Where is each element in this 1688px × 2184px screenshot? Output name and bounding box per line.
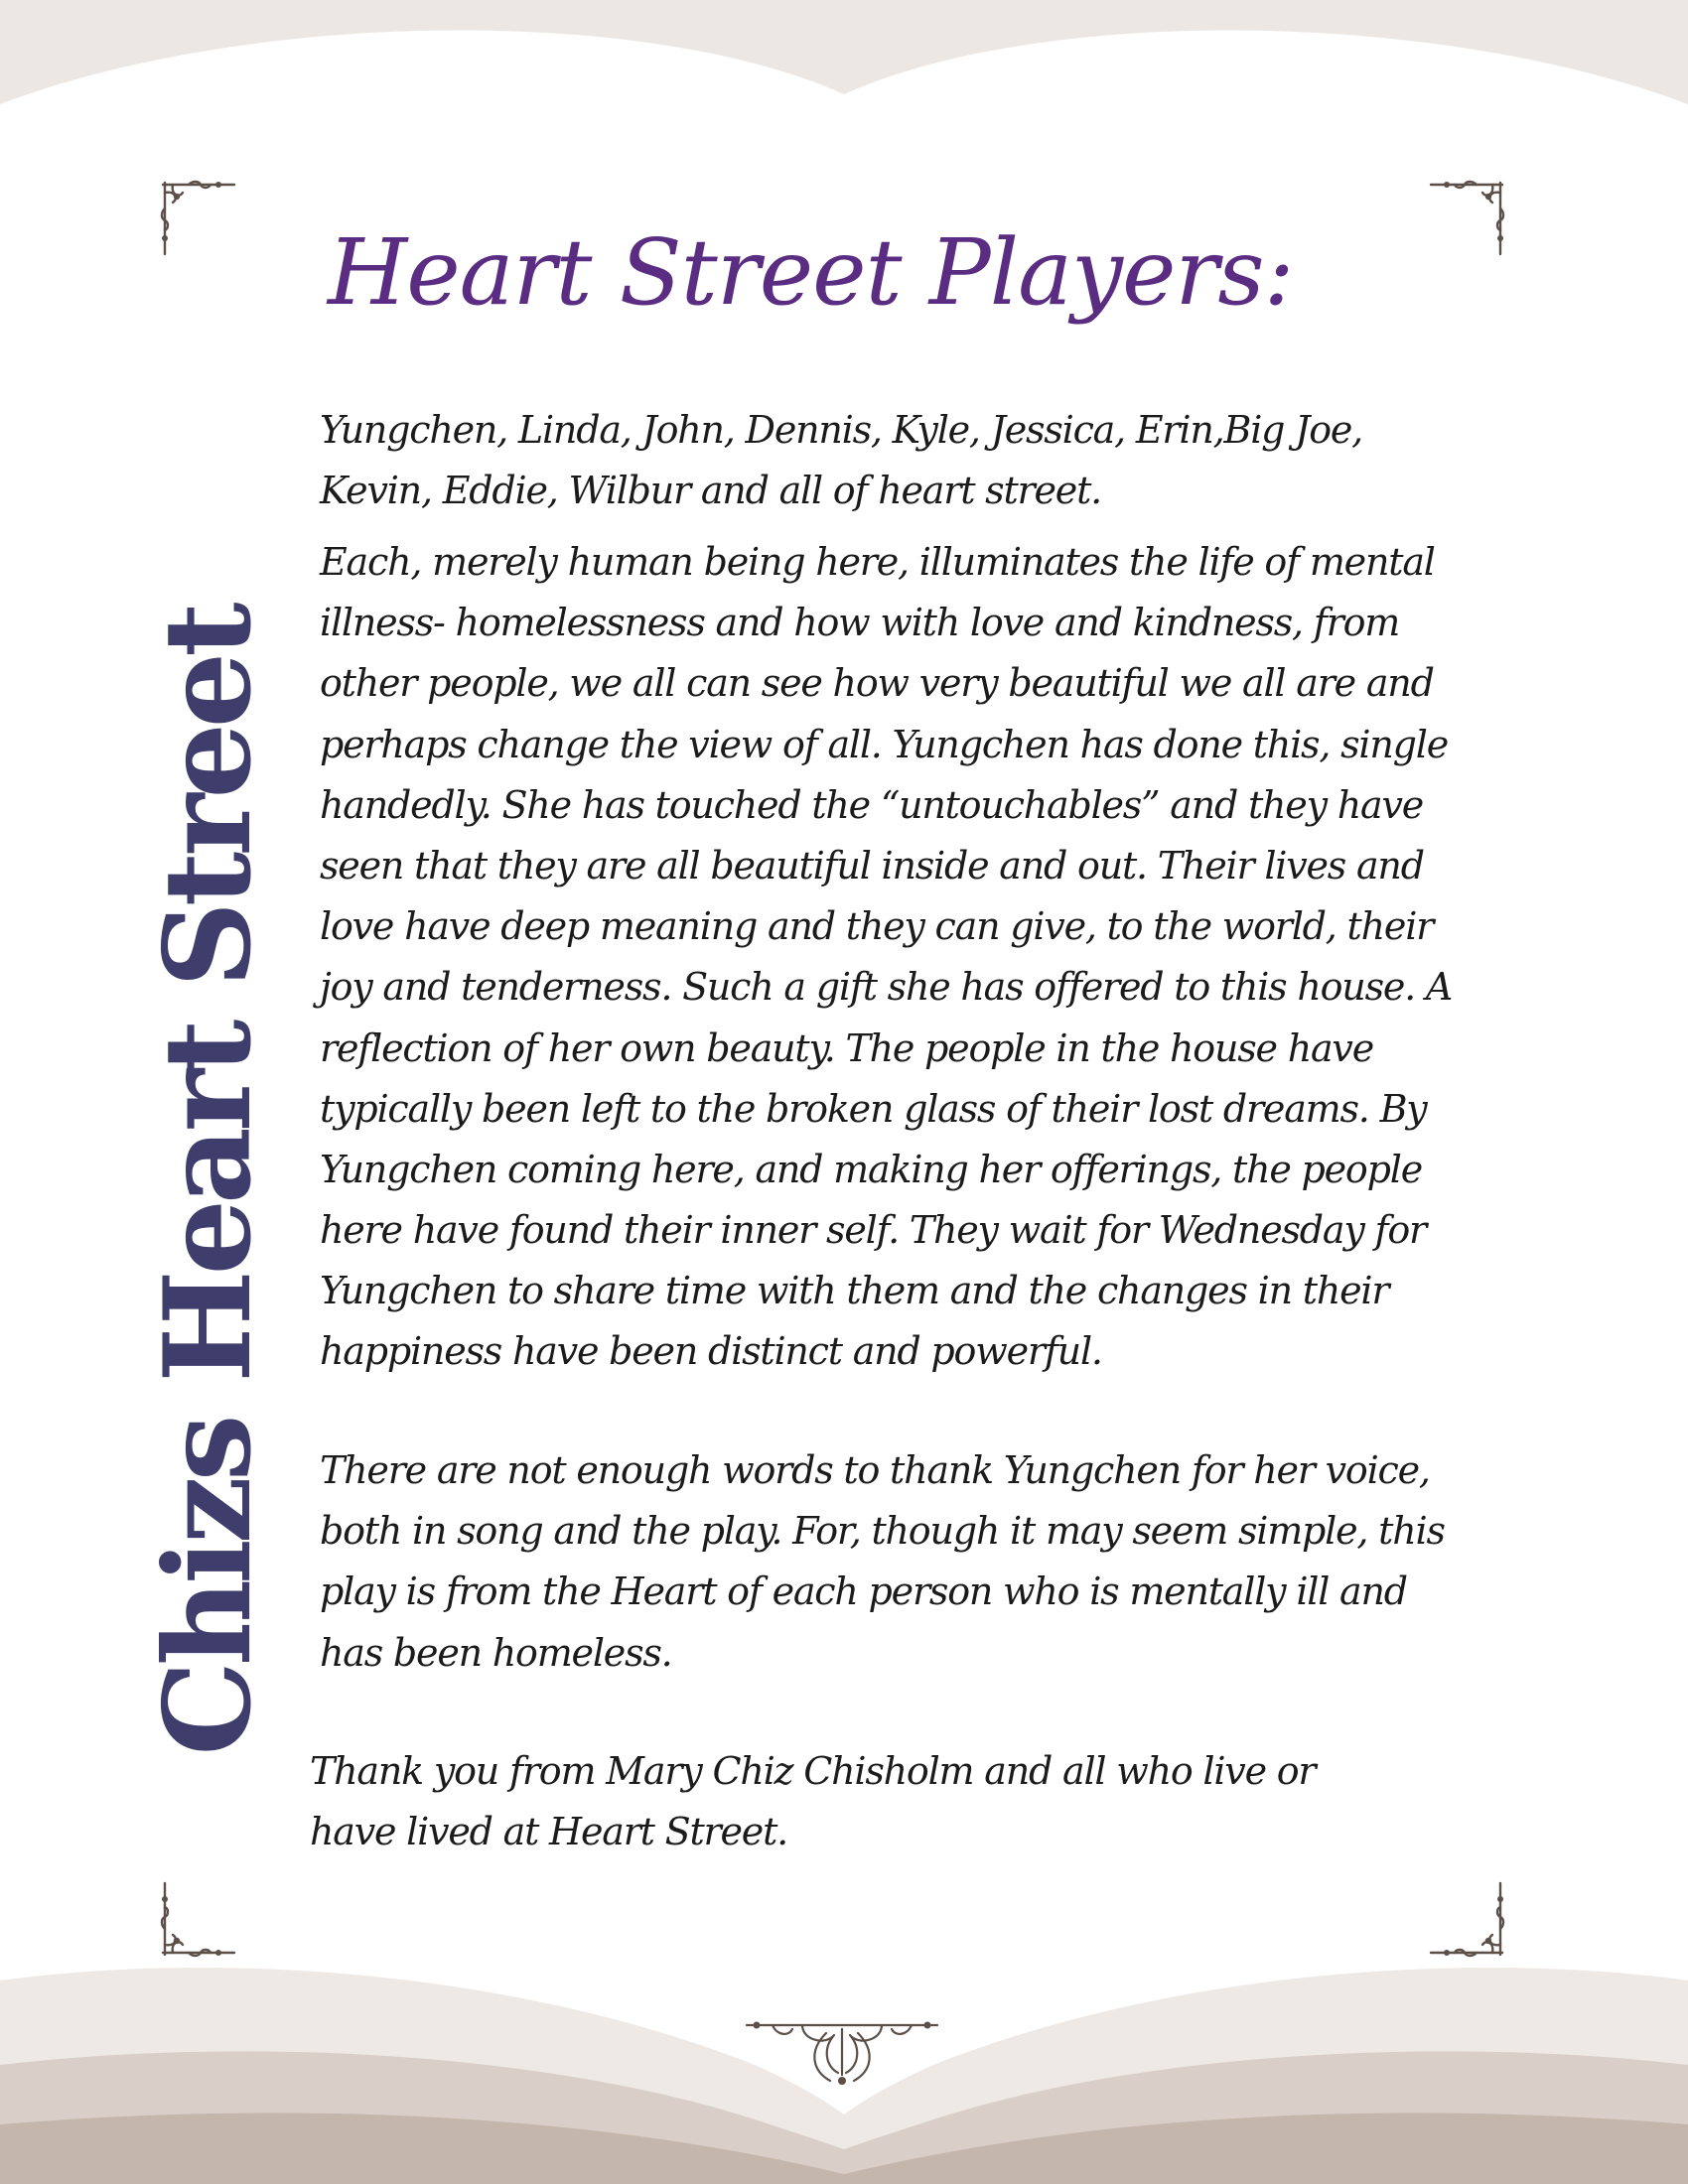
text-line: here have found their inner self. They wait for Wednesday for: [320, 1208, 1427, 1253]
text-line: happiness have been distinct and powerful.: [320, 1329, 1102, 1374]
text-line: perhaps change the view of all. Yungchen has done this, single: [320, 722, 1449, 766]
text-line: love have deep meaning and they can give, to the world, their: [320, 904, 1434, 949]
text-line: other people, we all can see how very beautiful we all are and: [320, 661, 1434, 706]
corner-flourish-icon: [159, 179, 238, 258]
text-line: seen that they are all beautiful inside and out. Their lives and: [320, 843, 1424, 887]
text-line: both in song and the play. For, though it may seem simple, this: [320, 1509, 1445, 1554]
text-line: play is from the Heart of each person who is mentally ill and: [320, 1570, 1407, 1614]
top-wave: [0, 0, 1688, 104]
names-paragraph: [320, 400, 1362, 521]
text-line: typically been left to the broken glass of their lost dreams. By: [320, 1086, 1427, 1131]
tribute-paragraph: [320, 532, 1452, 1383]
text-line: Yungchen, Linda, John, Dennis, Kyle, Jessica, Erin,Big Joe,: [320, 408, 1363, 452]
bottom-flourish-icon: [743, 2015, 941, 2095]
text-line: Each, merely human being here, illuminates the life of mental: [320, 540, 1435, 584]
corner-flourish-icon: [159, 1879, 238, 1959]
text-line: Thank you from Mary Chiz Chisholm and all who live or: [310, 1749, 1316, 1793]
text-line: There are not enough words to thank Yungchen for her voice,: [320, 1448, 1430, 1492]
text-line: handedly. She has touched the “untouchables” and they have: [320, 782, 1424, 827]
corner-flourish-icon: [1427, 1879, 1506, 1959]
text-line: have lived at Heart Street.: [310, 1810, 788, 1854]
text-line: reflection of her own beauty. The people in the house have: [320, 1025, 1373, 1070]
closing-signature: [310, 1741, 1315, 1862]
text-line: has been homeless.: [320, 1630, 672, 1675]
text-line: Yungchen coming here, and making her offerings, the people: [320, 1147, 1422, 1191]
page-heading: Heart Street Players:: [328, 219, 1294, 326]
text-line: illness- homelessness and how with love and kindness, from: [320, 601, 1400, 645]
text-line: Kevin, Eddie, Wilbur and all of heart street.: [320, 469, 1102, 513]
text-line: Yungchen to share time with them and the changes in their: [320, 1269, 1389, 1313]
text-line: joy and tenderness. Such a gift she has offered to this house. A: [320, 965, 1453, 1010]
thanks-paragraph: [320, 1440, 1445, 1684]
side-title: Chizs Heart Street: [138, 607, 278, 1756]
